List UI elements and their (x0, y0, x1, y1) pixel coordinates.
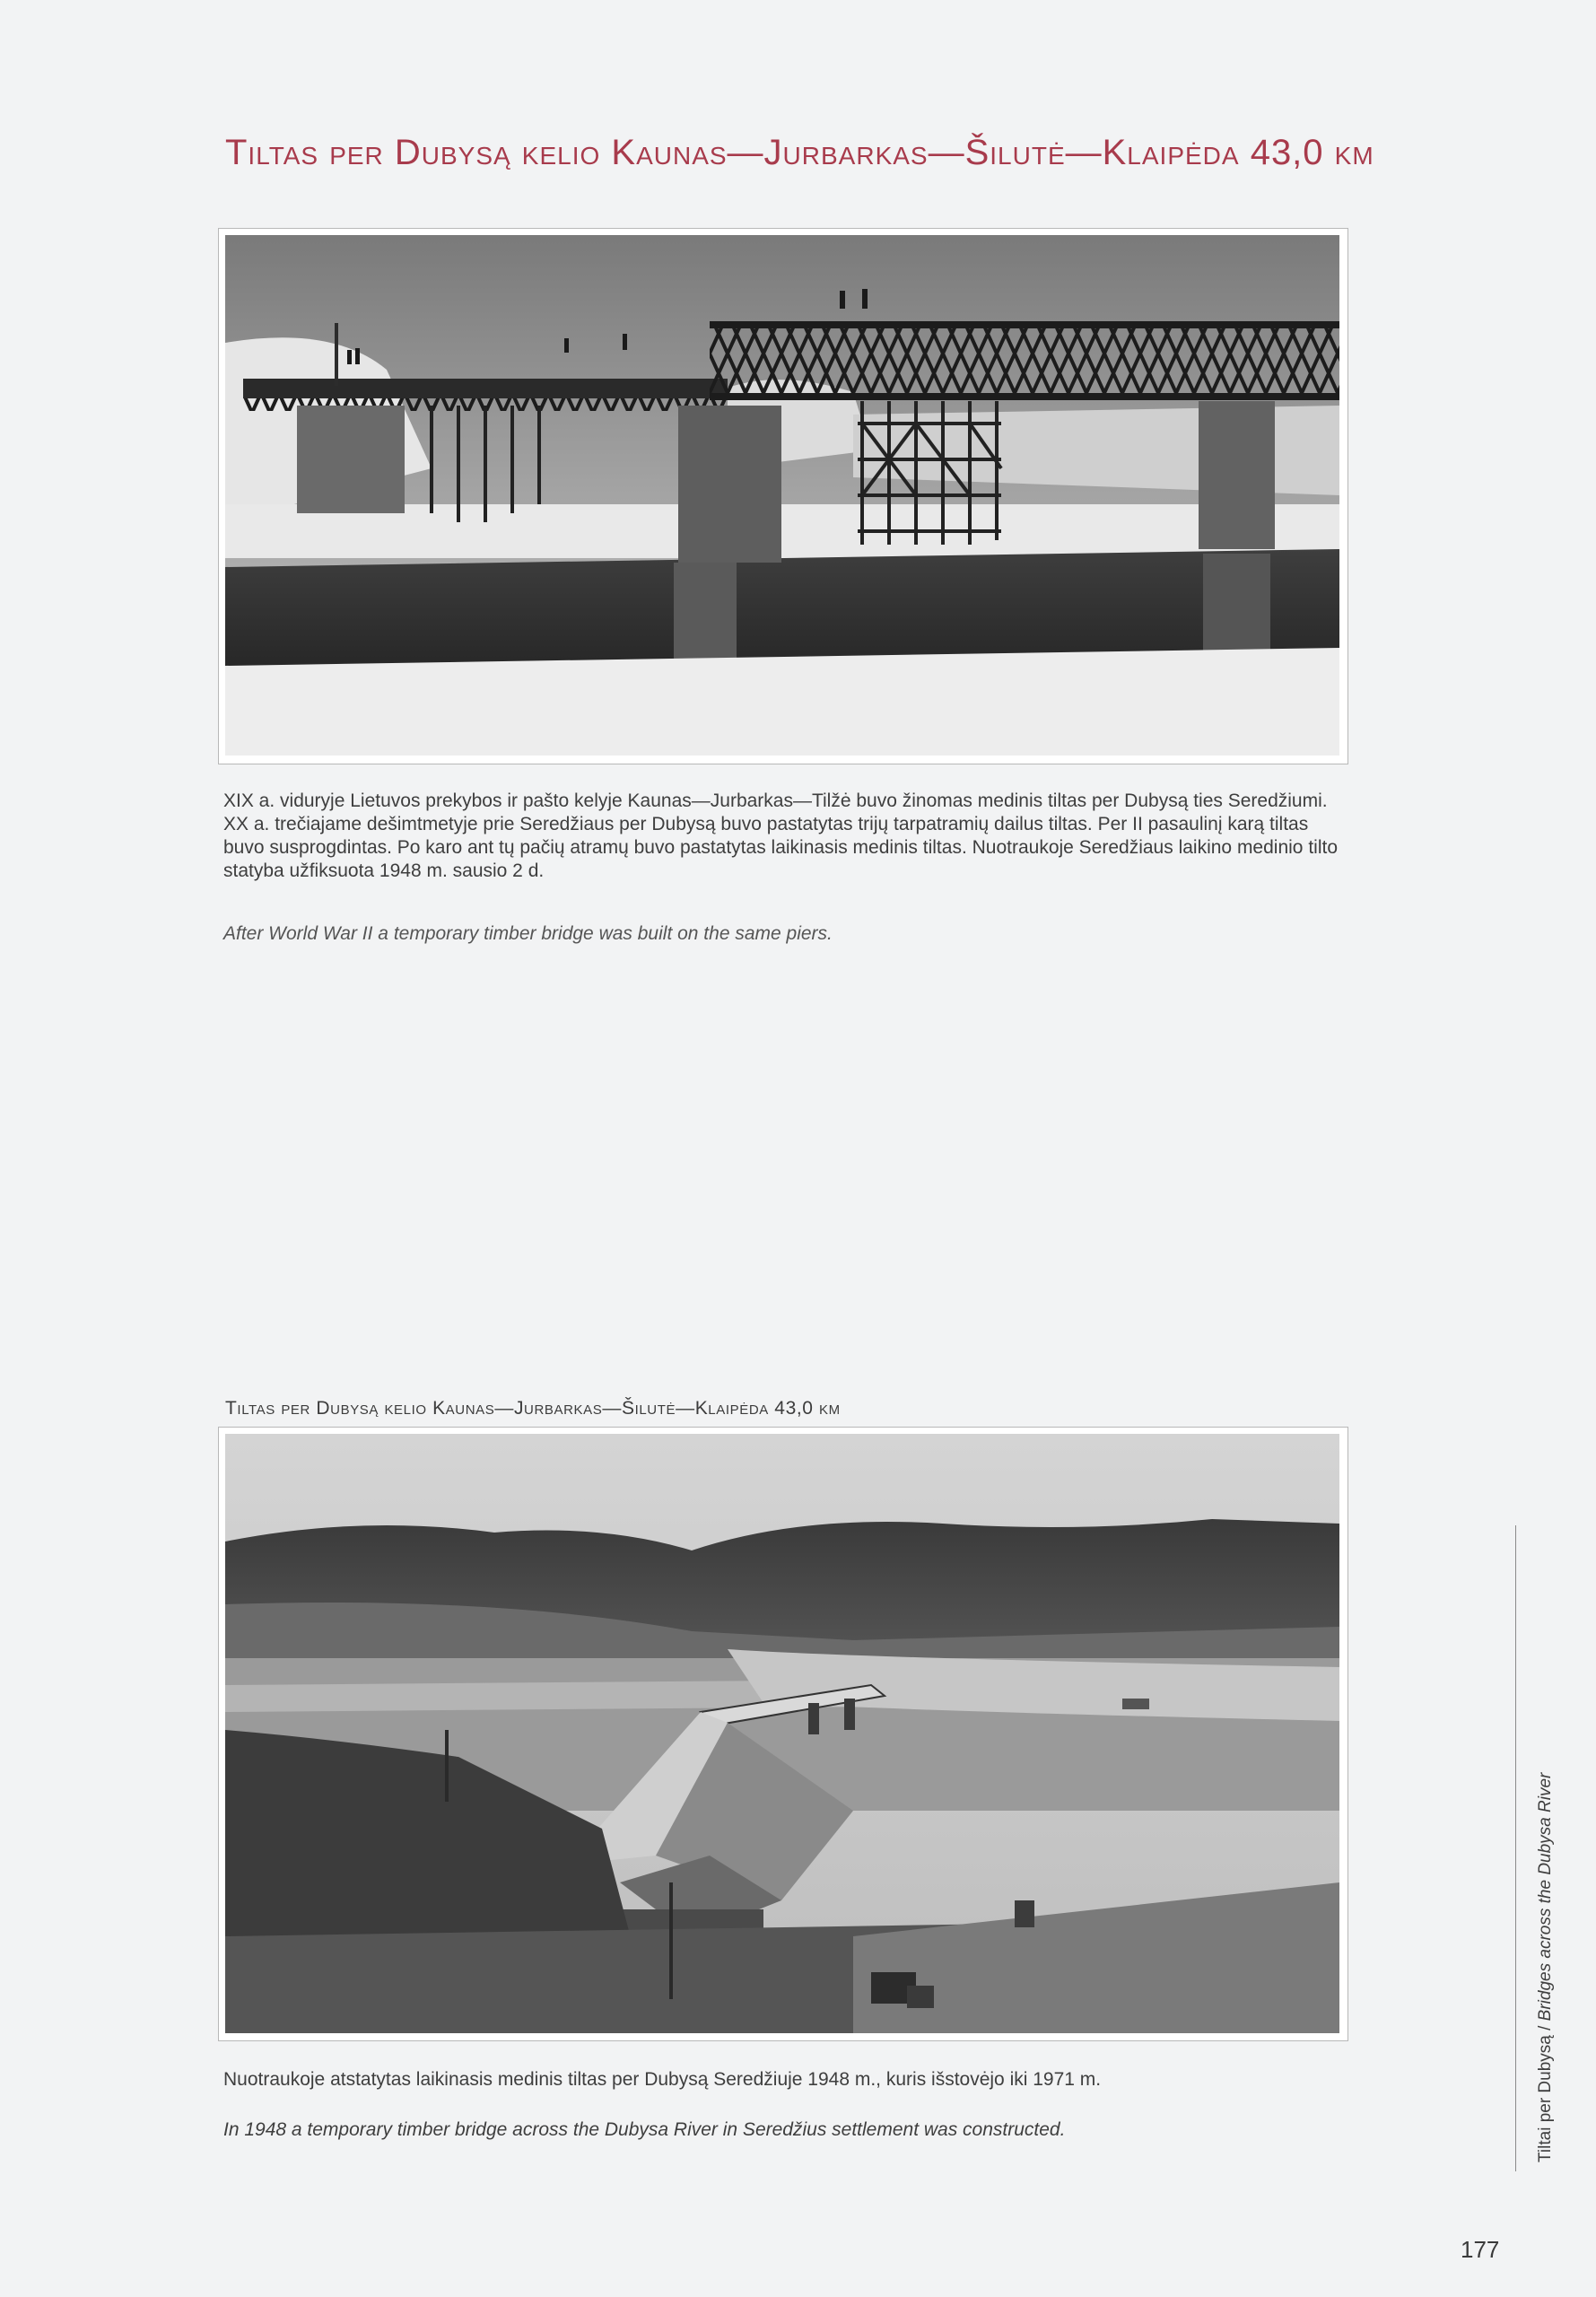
photo-1-caption-lt: XIX a. viduryje Lietuvos prekybos ir pašto kelyje Kaunas—Jurbarkas—Tilžė buvo žinomas medinis tiltas per Dubysą ties Seredžiumi. XX a. trečiajame dešimtmetyje prie Seredžiaus per Dubysą buvo pastatytas trijų tarpatramių dailus tiltas. Per II pasaulinį karą tiltas buvo susprogdintas. Po karo ant tų pačių atramų buvo pastatytas laikinasis medinis tiltas. Nuotraukoje Seredžiaus laikino medinio tilto statyba užfiksuota 1948 m. sausio 2 d. (223, 790, 1338, 881)
photo-bridge-construction-1948 (225, 235, 1339, 755)
photo-1-caption-en: After World War II a temporary timber bridge was built on the same piers. (223, 923, 833, 944)
page-number: 177 (1461, 2236, 1500, 2263)
photo-rebuilt-bridge-1948 (225, 1434, 1339, 2033)
section-title: Tiltas per Dubysą kelio Kaunas—Jurbarkas—Šilutė—Klaipėda 43,0 km (225, 133, 1374, 172)
running-head-lt: Tiltai per Dubysą / (1536, 2021, 1555, 2162)
running-head-en: Bridges across the Dubysa River (1536, 1772, 1555, 2022)
section-title-repeat: Tiltas per Dubysą kelio Kaunas—Jurbarkas—Šilutė—Klaipėda 43,0 km (225, 1398, 841, 1419)
running-head (1536, 1773, 1556, 2162)
running-head-rule (1515, 1525, 1516, 2171)
photo-2-caption-lt: Nuotraukoje atstatytas laikinasis medinis tiltas per Dubysą Seredžiuje 1948 m., kuris išstovėjo iki 1971 m. (223, 2069, 1102, 2090)
photo-2-caption-en: In 1948 a temporary timber bridge across the Dubysa River in Seredžius settlement was constructed. (223, 2119, 1066, 2140)
